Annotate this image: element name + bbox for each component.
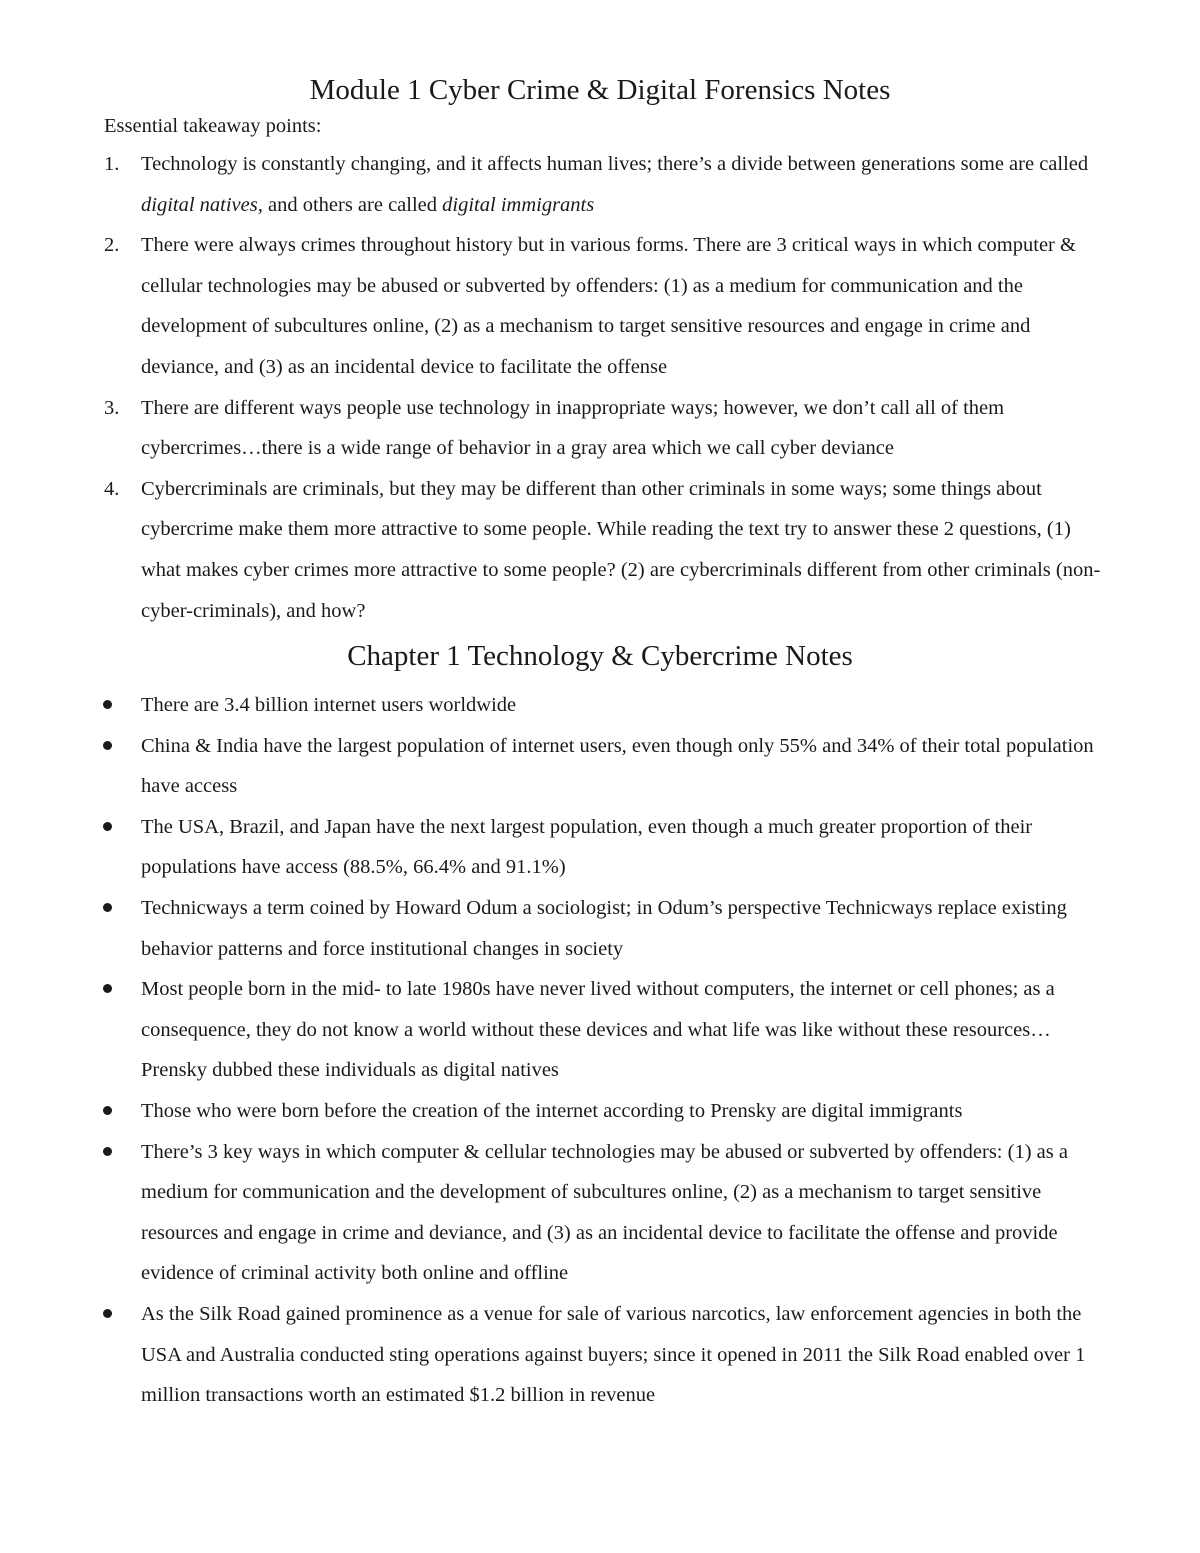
bullet-dot-icon [103, 700, 112, 709]
list-item [0, 726, 1101, 807]
item-text: There are 3.4 billion internet users worldwide [141, 694, 517, 716]
list-item [0, 685, 1101, 726]
item-text: There’s 3 key ways in which computer & cellular technologies may be abused or subverted by offenders: (1) as a medium for communication and the development of subcultures online, (2) as a mechanism to target sensitive resources and engage in crime and deviance, and (3) as an incidental device to facilitate the offense and provide evidence of criminal activity both online and offline [141, 1140, 1068, 1285]
item-text: Those who were born before the creation of the internet according to Prensky are digital immigrants [141, 1099, 963, 1122]
list-number: 2. [104, 234, 120, 257]
item-text: and others are called [262, 193, 443, 216]
bullet-dot-icon [103, 984, 112, 993]
list-item [0, 807, 1101, 888]
item-text: The USA, Brazil, and Japan have the next largest population, even though a much greater proportion of their populations have access (88.5%, 66.4% and 91.1%) [141, 815, 1033, 879]
takeaways-list [0, 144, 1200, 631]
list-item [0, 388, 1101, 469]
list-item [0, 969, 1101, 1091]
list-item [0, 225, 1101, 387]
list-item [0, 469, 1101, 631]
item-text: Cybercriminals are criminals, but they may be different than other criminals in some ways; some things about cybercrime make them more attractive to some people. While reading the text try to answer these 2 questions, (1) what makes cyber crimes more attractive to some people? (2) are cybercriminals different from other criminals (non-cyber-criminals), and how? [141, 477, 1101, 622]
bullet-dot-icon [103, 903, 112, 912]
list-item [0, 888, 1101, 969]
chapter-title: Chapter 1 Technology & Cybercrime Notes [347, 640, 853, 672]
item-text: Technology is constantly changing, and it affects human lives; there’s a divide between generations some are called [141, 153, 1089, 175]
item-text: There were always crimes throughout history but in various forms. There are 3 critical ways in which computer & cellular technologies may be abused or subverted by offenders: (1) as a medium for communication and the development of subcultures online, (2) as a mechanism to target sensitive resources and engage in crime and deviance, and (3) as an incidental device to facilitate the offense [141, 234, 1076, 378]
bullet-dot-icon [103, 741, 112, 750]
chapter-bullet-list [0, 685, 1200, 1416]
digital-natives-term: digital natives, [141, 193, 263, 216]
item-text: As the Silk Road gained prominence as a venue for sale of various narcotics, law enforcement agencies in both the USA and Australia conducted sting operations against buyers; since it opened in 2011 the Silk Road enabled over 1 million transactions worth an estimated $1.2 billion in revenue [141, 1302, 1086, 1407]
list-item [0, 1132, 1101, 1294]
list-number: 1. [104, 153, 120, 175]
bullet-dot-icon [103, 1106, 112, 1115]
item-text: China & India have the largest population of internet users, even though only 55% and 34% of their total population have access [141, 734, 1094, 798]
list-number: 4. [104, 477, 120, 500]
list-item [0, 1294, 1101, 1416]
bullet-dot-icon [103, 1147, 112, 1156]
bullet-dot-icon [103, 822, 112, 831]
item-text: Most people born in the mid- to late 1980s have never lived without computers, the internet or cell phones; as a consequence, they do not know a world without these devices and what life was like without these resources…Prensky dubbed these individuals as digital natives [141, 978, 1055, 1082]
takeaways-subheading: Essential takeaway points: [104, 115, 322, 137]
item-text: There are different ways people use technology in inappropriate ways; however, we don’t call all of them cybercrimes…there is a wide range of behavior in a gray area which we call cyber deviance [141, 396, 1005, 460]
list-number: 3. [104, 396, 120, 419]
list-item [0, 144, 1101, 225]
bullet-dot-icon [103, 1309, 112, 1318]
digital-immigrants-term: digital immigrants [442, 193, 595, 216]
list-item [0, 1091, 1101, 1132]
item-text: Technicways a term coined by Howard Odum a sociologist; in Odum’s perspective Technicways replace existing behavior patterns and force institutional changes in society [141, 896, 1067, 960]
document-title: Module 1 Cyber Crime & Digital Forensics Notes [309, 74, 891, 106]
